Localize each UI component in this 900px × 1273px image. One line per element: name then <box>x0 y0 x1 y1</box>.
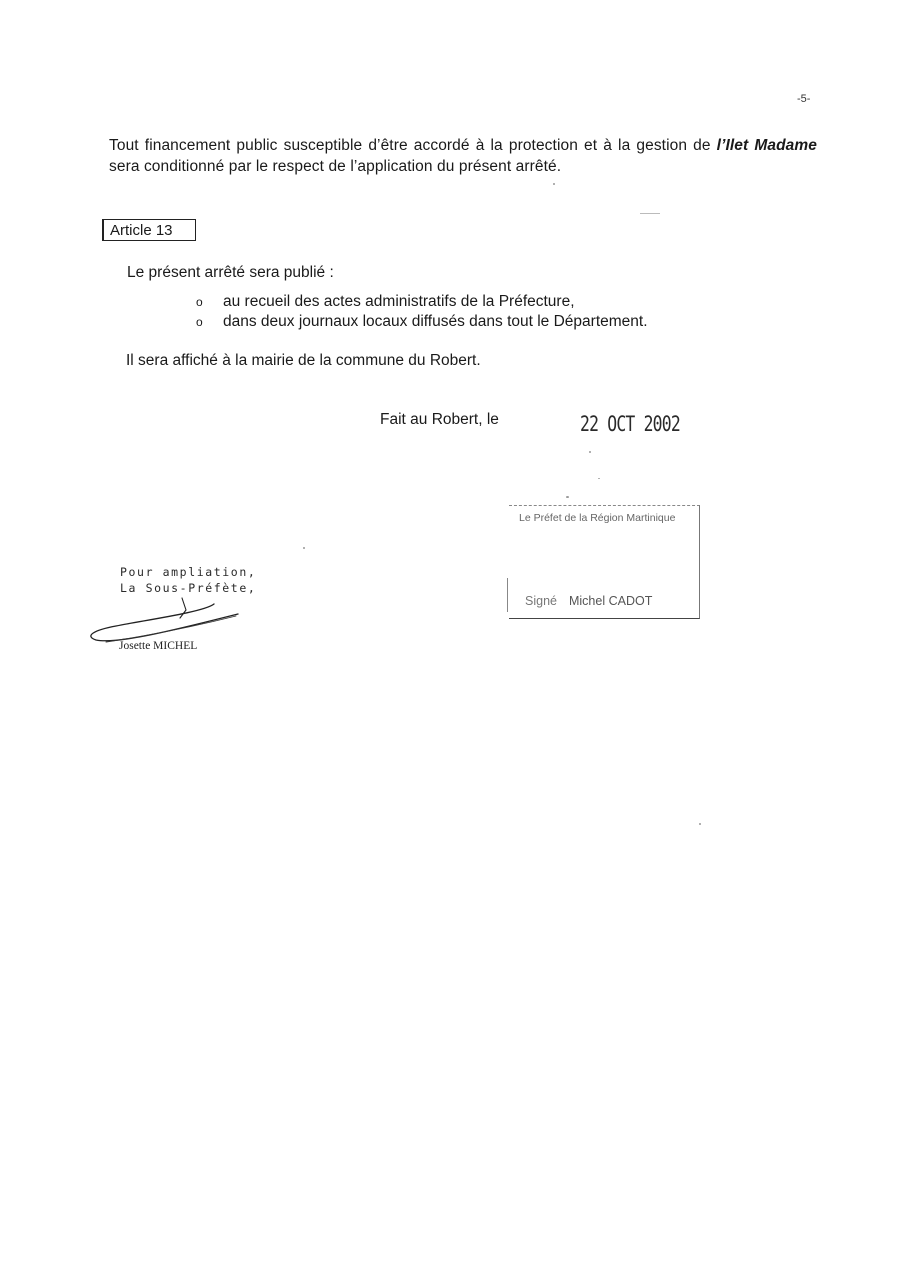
page-number: -5- <box>797 93 811 105</box>
bullet-icon: o <box>196 315 203 329</box>
scan-speck <box>589 451 591 453</box>
paragraph-text-before: Tout financement public susceptible d’être accordé à la protection et à la gestion de <box>109 137 717 154</box>
ampliation-block <box>120 564 256 596</box>
display-notice: Il sera affiché à la mairie de la commune du Robert. <box>126 352 481 369</box>
signed-word: Signé <box>525 594 557 608</box>
list-item-text: dans deux journaux locaux diffusés dans tout le Département. <box>223 313 648 331</box>
list-item-text: au recueil des actes administratifs de la Préfecture, <box>223 293 575 311</box>
prefect-stamp <box>509 505 700 619</box>
ampliation-line-2: La Sous-Préfète, <box>120 581 257 595</box>
sub-prefect-name: Josette MICHEL <box>119 640 198 652</box>
ampliation-line-1: Pour ampliation, <box>120 565 257 579</box>
list-item <box>196 292 648 312</box>
scan-speck <box>566 496 569 498</box>
article-heading: Article 13 <box>102 219 196 241</box>
list-item <box>196 312 648 332</box>
scan-speck <box>640 213 660 214</box>
bullet-icon: o <box>196 295 203 309</box>
paragraph-emphasis: l’Ilet Madame <box>716 137 817 154</box>
scan-speck <box>303 547 305 549</box>
prefect-name: Michel CADOT <box>568 594 653 608</box>
date-stamp: 22 OCT 2002 <box>580 412 680 436</box>
paragraph-text-after: sera conditionné par le respect de l’application du présent arrêté. <box>109 158 562 175</box>
scan-speck <box>553 183 555 185</box>
stamp-edge <box>507 578 508 612</box>
prefect-signature-line <box>525 594 652 608</box>
scan-speck <box>699 823 701 825</box>
place-label: Fait au Robert, le <box>380 411 499 428</box>
handwritten-signature <box>86 596 246 666</box>
financing-paragraph <box>109 135 817 177</box>
publication-list <box>196 292 648 332</box>
scan-speck <box>598 478 600 479</box>
publication-intro: Le présent arrêté sera publié : <box>127 264 334 281</box>
prefect-title: Le Préfet de la Région Martinique <box>519 512 676 524</box>
